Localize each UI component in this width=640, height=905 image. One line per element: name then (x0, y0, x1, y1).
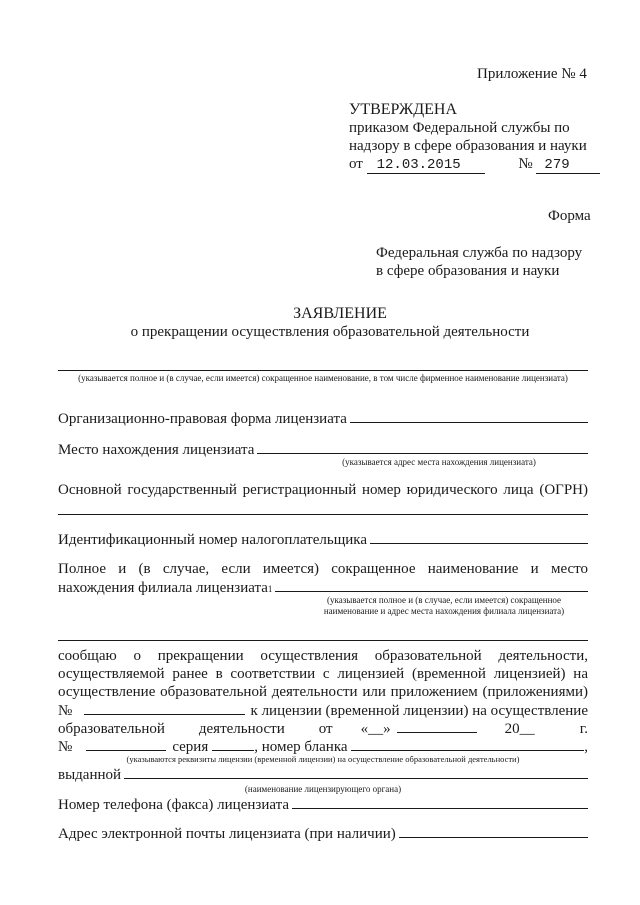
document-subtitle: о прекращении осуществления образовательной деятельности (130, 324, 530, 340)
license-year-field: 20__ (504, 721, 535, 737)
license-form-number-field (351, 738, 585, 751)
phone-row (58, 796, 588, 814)
org-form-label: Организационно-правовая форма лицензиата (58, 411, 347, 427)
recipient-line-2: в сфере образования и науки (376, 263, 560, 279)
ogrn-label: Основной государственный регистрационный номер юридического лица (ОГРН) (58, 482, 588, 498)
branch-hint: (указывается полное и (в случае, если имеется) сокращенное наименование и адрес места нахождения филиала лицензиата) (323, 595, 565, 616)
body-line-4-number-label: № (58, 703, 73, 719)
inn-label: Идентификационный номер налогоплательщика (58, 532, 368, 548)
branch-label-line-2: нахождения филиала лицензиата (58, 580, 268, 596)
issued-row (58, 766, 588, 784)
issued-field (124, 766, 588, 779)
license-day-field: «__» (360, 721, 391, 737)
license-month-field (397, 720, 477, 733)
branch-field (275, 579, 588, 592)
license-series-field (212, 738, 254, 751)
approval-title: УТВЕРЖДЕНА (349, 101, 458, 118)
recipient-line-1: Федеральная служба по надзору (376, 245, 583, 261)
license-series-label: серия (172, 739, 209, 755)
phone-field (292, 796, 588, 809)
body-line-4-text: к лицензии (временной лицензии) на осуществление (250, 703, 588, 719)
inn-row (58, 531, 588, 549)
appendix-label: Приложение № 4 (477, 66, 587, 82)
location-label: Место нахождения лицензиата (58, 442, 255, 458)
licensee-name-hint: (указывается полное и (в случае, если имеется) сокращенное наименование, в том числе фирменное наименование лицензиата) (78, 373, 568, 383)
ogrn-field (58, 514, 588, 515)
license-form-number-label: , номер бланка (254, 739, 348, 755)
body-line-3: осуществление образовательной деятельности или приложением (приложениями) (58, 684, 588, 700)
approval-number: 279 (536, 157, 600, 174)
body-line-5-year-suffix: г. (579, 721, 588, 737)
approval-date-row (349, 156, 600, 174)
email-label: Адрес электронной почты лицензиата (при наличии) (58, 826, 396, 842)
org-form-field (350, 410, 588, 423)
license-number-label: № (58, 739, 73, 755)
body-line-1: сообщаю о прекращении осуществления образовательной деятельности, (58, 648, 588, 664)
appendix-number-field (84, 702, 244, 715)
authority-hint: (наименование лицензирующего органа) (244, 784, 402, 794)
body-line-6-comma: , (584, 739, 588, 755)
branch-extra-line (58, 640, 588, 641)
body-line-5-word-2: деятельности (198, 721, 285, 737)
approval-from-label: от (349, 156, 363, 172)
licensee-name-line (58, 370, 588, 371)
location-hint: (указывается адрес места нахождения лицензиата) (342, 457, 536, 467)
approval-number-label: № (518, 156, 533, 172)
approval-line-1: приказом Федеральной службы по (349, 120, 570, 136)
location-field (257, 441, 588, 454)
email-field (399, 825, 588, 838)
body-line-5-word-1: образовательной (58, 721, 165, 737)
license-number-field (86, 738, 166, 751)
body-line-5-from: от (318, 721, 333, 737)
email-row (58, 825, 588, 843)
body-line-2: осуществляемой ранее в соответствии с лицензией (временной лицензией) на (58, 666, 588, 682)
phone-label: Номер телефона (факса) лицензиата (58, 797, 290, 813)
license-hint: (указываются реквизиты лицензии (временной лицензии) на осуществление образовательной деятельности) (126, 754, 520, 764)
document-title: ЗАЯВЛЕНИЕ (293, 305, 387, 322)
org-form-row (58, 410, 588, 428)
inn-field (370, 531, 588, 544)
approval-date: 12.03.2015 (367, 157, 485, 174)
form-label: Форма (548, 208, 591, 224)
body-line-4 (58, 702, 588, 720)
issued-label: выданной (58, 767, 122, 783)
approval-line-2: надзору в сфере образования и науки (349, 138, 587, 154)
body-line-5 (58, 720, 588, 738)
branch-label-line-1: Полное и (в случае, если имеется) сокращенное наименование и место (58, 561, 588, 577)
branch-footnote-mark: 1 (267, 584, 273, 594)
